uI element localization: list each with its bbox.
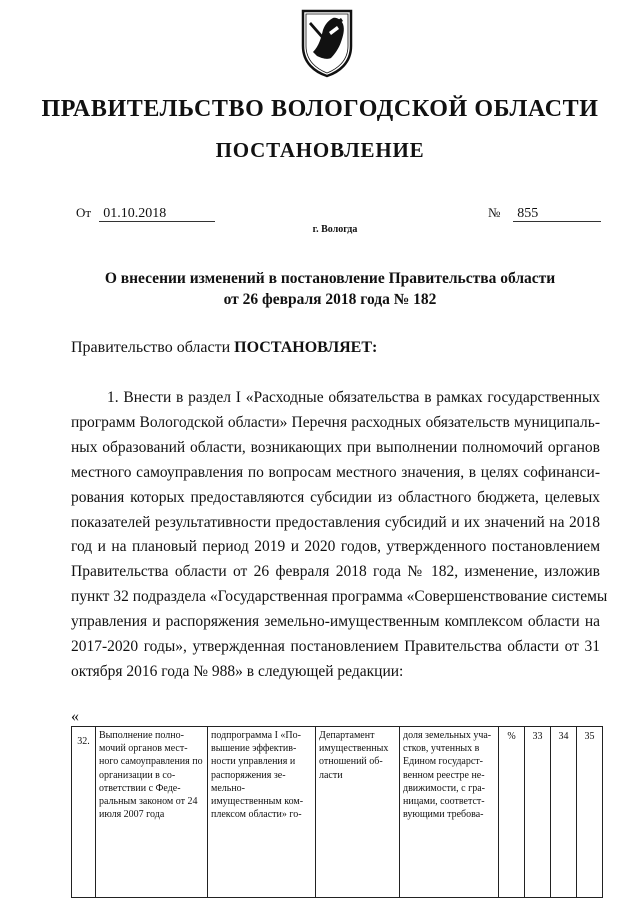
- body-paragraph: [71, 386, 608, 685]
- preamble: [71, 339, 377, 357]
- preamble-text: Правительство области: [71, 339, 231, 356]
- city-label: г. Вологда: [312, 224, 358, 235]
- body-line: 2017-2020 годы», утвержденная постановлением Правительства области от 31: [71, 638, 600, 656]
- number-field: [488, 205, 601, 222]
- preamble-emphasis: ПОСТАНОВЛЯЕТ:: [234, 339, 378, 356]
- obligations-table: [71, 726, 603, 898]
- opening-quote: «: [71, 708, 79, 725]
- date-field: [76, 205, 215, 222]
- body-line: показателей результативности предоставления субсидий и их значений на 2018: [71, 513, 600, 531]
- program-cell: подпрограмма I «По-вышение эффектив-ности управления и распоряжения зе-мельно-имущественным ком-плексом области» го-: [208, 727, 316, 898]
- vologda-coat-of-arms-icon: [299, 8, 355, 78]
- body-line: пункт 32 подраздела «Государственная программа «Совершенствование системы: [71, 588, 608, 606]
- table-row: [72, 727, 603, 898]
- number-prefix: №: [488, 205, 501, 220]
- body-line: ных образований области, возникающих при выполнении полномочий органов: [71, 438, 600, 456]
- body-line: 1. Внести в раздел I «Расходные обязательства в рамках государственных: [107, 389, 600, 406]
- department-cell: Департамент имущественных отношений об-ласти: [316, 727, 400, 898]
- unit-cell: %: [499, 727, 525, 898]
- date-prefix: От: [76, 205, 92, 220]
- body-line: управления и распоряжения земельно-имущественным комплексом области на: [71, 613, 600, 631]
- value-2020-cell: 35: [577, 727, 603, 898]
- subject-line-2: от 26 февраля 2018 года № 182: [223, 291, 437, 308]
- document-subject: [60, 268, 600, 310]
- row-number: 32.: [72, 727, 96, 898]
- subject-line-1: О внесении изменений в постановление Правительства области: [104, 270, 556, 287]
- indicator-cell: доля земельных уча-стков, учтенных в Едином государст-венном реестре не-движимости, с гра-ницами, соответст-вующими требова-: [400, 727, 499, 898]
- value-2019-cell: 34: [551, 727, 577, 898]
- document-number: 855: [513, 206, 601, 222]
- obligation-cell: Выполнение полно-мочий органов мест-ного самоуправления по организации в со-ответствии с Феде-ральным законом от 24 июля 2007 года: [96, 727, 208, 898]
- body-line: Правительства области от 26 февраля 2018 года № 182, изменение, изложив: [71, 563, 600, 581]
- document-date: 01.10.2018: [99, 206, 215, 222]
- value-2018-cell: 33: [525, 727, 551, 898]
- body-line: год и на плановый период 2019 и 2020 годов, утвержденного постановлением: [71, 538, 600, 556]
- government-title: ПРАВИТЕЛЬСТВО ВОЛОГОДСКОЙ ОБЛАСТИ: [41, 96, 599, 122]
- body-line: рования которых предоставляются субсидии из областного бюджета, целевых: [71, 488, 600, 506]
- document-kind: ПОСТАНОВЛЕНИЕ: [215, 138, 425, 162]
- body-line: местного самоуправления по вопросам местного значения, в целях софинанси-: [71, 463, 600, 481]
- body-line: октября 2016 года № 988» в следующей редакции:: [71, 662, 404, 680]
- body-line: программ Вологодской области» Перечня расходных обязательств муниципаль-: [71, 413, 600, 431]
